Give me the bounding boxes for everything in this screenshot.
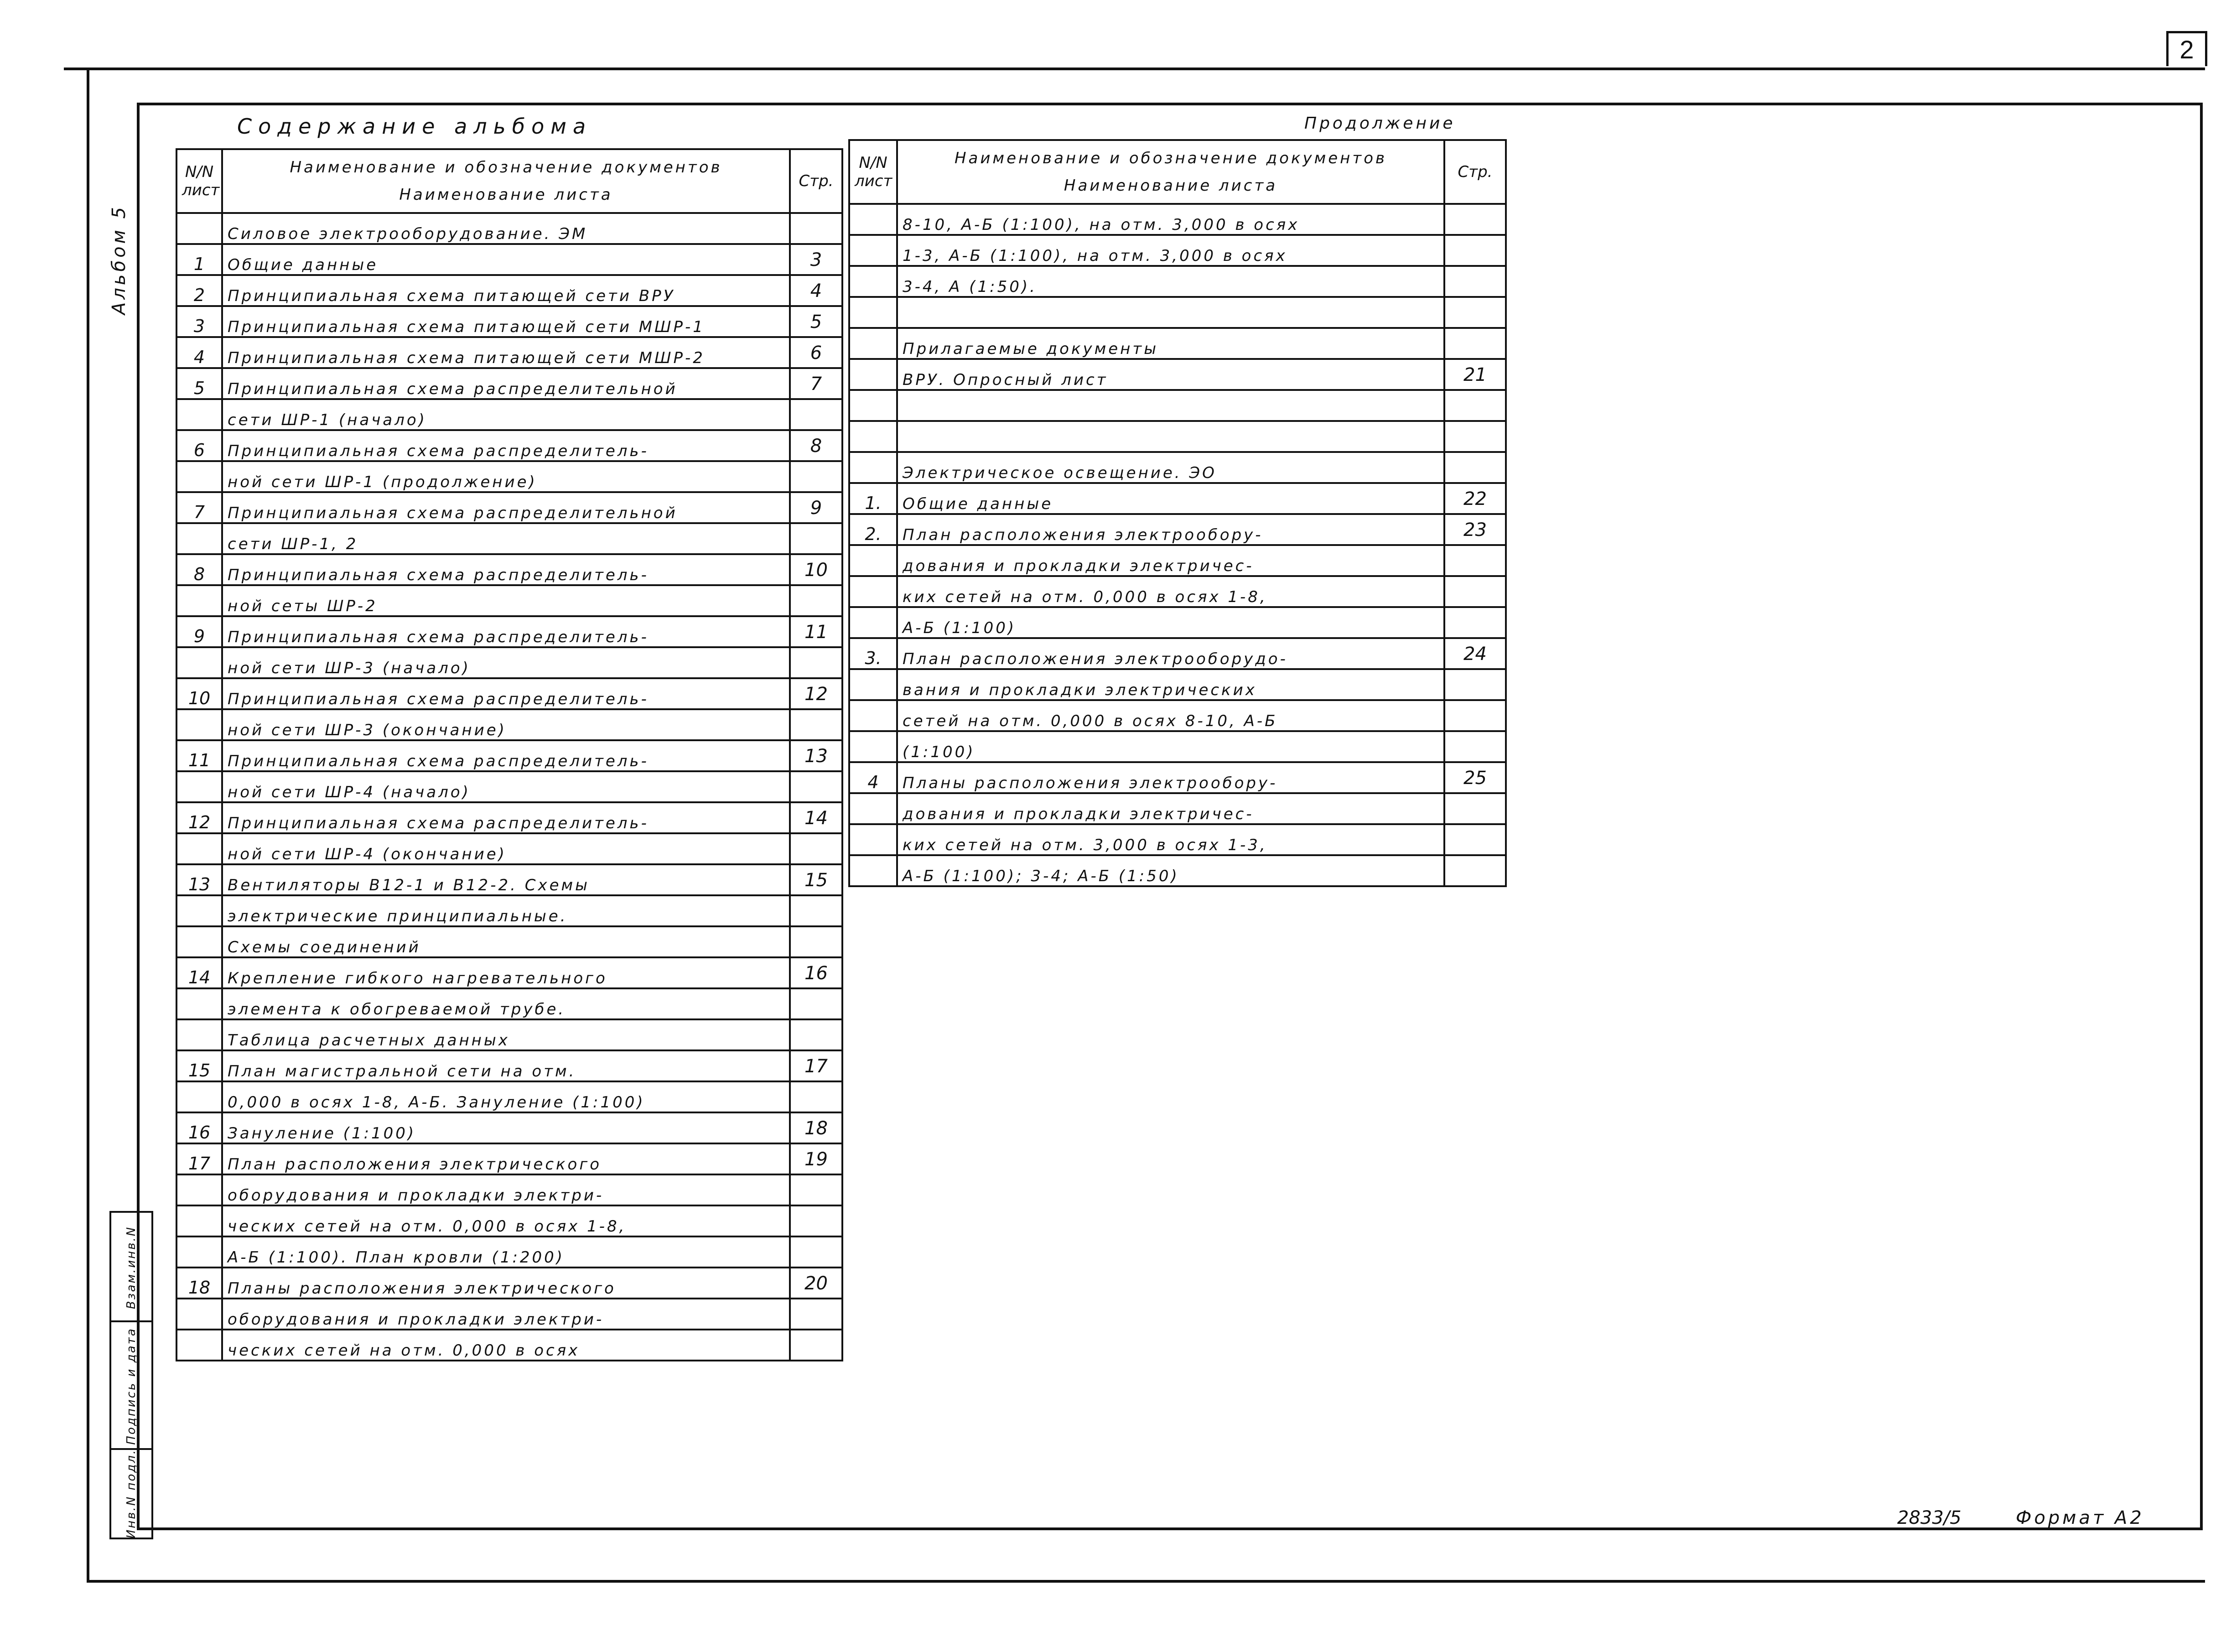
table-row — [176, 864, 842, 895]
row-num: 12 — [176, 802, 222, 833]
table-row — [176, 957, 842, 988]
table-row — [176, 833, 842, 864]
row-page: 5 — [790, 306, 842, 337]
table-row — [176, 1112, 842, 1143]
row-name: А-Б (1:100); 3-4; А-Б (1:50) — [897, 855, 1444, 886]
row-num — [849, 297, 897, 328]
row-name: 8-10, А-Б (1:100), на отм. 3,000 в осях — [897, 204, 1444, 235]
row-num — [849, 824, 897, 855]
row-name: 3-4, А (1:50). — [897, 266, 1444, 297]
row-page: 10 — [790, 554, 842, 585]
row-page — [790, 1330, 842, 1361]
header-num: N/N лист — [849, 140, 897, 204]
row-num: 2. — [849, 514, 897, 545]
row-num — [849, 390, 897, 421]
row-num: 18 — [176, 1268, 222, 1299]
row-num — [176, 523, 222, 554]
row-num — [176, 1081, 222, 1112]
row-name: Электрическое освещение. ЭО — [897, 452, 1444, 483]
row-name — [897, 297, 1444, 328]
row-name: сетей на отм. 0,000 в осях 8-10, А-Б — [897, 700, 1444, 731]
row-num — [176, 213, 222, 244]
table-row — [849, 855, 1506, 886]
row-num: 4 — [849, 762, 897, 793]
row-page — [790, 926, 842, 957]
table-row — [176, 647, 842, 678]
row-num: 14 — [176, 957, 222, 988]
row-name — [897, 421, 1444, 452]
row-name: ких сетей на отм. 3,000 в осях 1-3, — [897, 824, 1444, 855]
row-page — [790, 647, 842, 678]
row-num — [176, 1205, 222, 1236]
row-num: 6 — [176, 430, 222, 461]
row-num — [849, 731, 897, 762]
table-row — [176, 213, 842, 244]
row-page — [790, 833, 842, 864]
row-num: 16 — [176, 1112, 222, 1143]
table-row — [176, 554, 842, 585]
row-name: Принципиальная схема распределительной — [222, 492, 790, 523]
row-num — [849, 421, 897, 452]
row-name: ной сети ШР-1 (продолжение) — [222, 461, 790, 492]
row-name: ной сети ШР-3 (начало) — [222, 647, 790, 678]
row-page — [1444, 390, 1506, 421]
row-page — [790, 1174, 842, 1205]
row-num — [849, 545, 897, 576]
stamp-sign-date: Подпись и дата — [125, 1327, 138, 1445]
row-name: ческих сетей на отм. 0,000 в осях — [222, 1330, 790, 1361]
row-num — [849, 669, 897, 700]
document-title: Содержание альбома — [237, 114, 592, 139]
row-page — [790, 213, 842, 244]
row-num — [176, 1236, 222, 1268]
row-page: 9 — [790, 492, 842, 523]
row-name: Принципиальная схема распределитель- — [222, 554, 790, 585]
row-name: 1-3, А-Б (1:100), на отм. 3,000 в осях — [897, 235, 1444, 266]
row-page — [1444, 855, 1506, 886]
row-page: 13 — [790, 740, 842, 771]
row-page: 7 — [790, 368, 842, 399]
row-page — [1444, 204, 1506, 235]
row-num: 8 — [176, 554, 222, 585]
row-name: Зануление (1:100) — [222, 1112, 790, 1143]
stamp-cell-sign — [111, 1322, 151, 1450]
row-page — [790, 1019, 842, 1050]
table-row — [176, 802, 842, 833]
table-row — [849, 483, 1506, 514]
row-name: План расположения электрообору- — [897, 514, 1444, 545]
row-num: 1. — [849, 483, 897, 514]
row-page: 12 — [790, 678, 842, 709]
row-num: 9 — [176, 616, 222, 647]
table-row — [176, 1019, 842, 1050]
table-row — [176, 771, 842, 802]
row-page — [790, 771, 842, 802]
stamp-inv-replace: Взам.инв.N — [125, 1226, 138, 1309]
row-page — [1444, 421, 1506, 452]
row-num — [849, 576, 897, 607]
row-name: электрические принципиальные. — [222, 895, 790, 926]
row-page — [1444, 607, 1506, 638]
row-num — [176, 895, 222, 926]
row-page — [1444, 669, 1506, 700]
row-page — [1444, 545, 1506, 576]
row-num — [849, 359, 897, 390]
table-row — [849, 731, 1506, 762]
table-row — [849, 545, 1506, 576]
row-page: 19 — [790, 1143, 842, 1174]
row-num — [849, 452, 897, 483]
row-name: (1:100) — [897, 731, 1444, 762]
row-name: дования и прокладки электричес- — [897, 545, 1444, 576]
row-num — [849, 700, 897, 731]
row-name: элемента к обогреваемой трубе. — [222, 988, 790, 1019]
header-name-line2: Наименование листа — [1064, 177, 1278, 195]
row-name: 0,000 в осях 1-8, А-Б. Зануление (1:100) — [222, 1081, 790, 1112]
row-num: 11 — [176, 740, 222, 771]
table-row — [176, 430, 842, 461]
header-page: Стр. — [1444, 140, 1506, 204]
row-num — [176, 988, 222, 1019]
row-name: сети ШР-1, 2 — [222, 523, 790, 554]
continuation-label: Продолжение — [1304, 114, 1456, 133]
row-name: вания и прокладки электрических — [897, 669, 1444, 700]
row-page — [1444, 824, 1506, 855]
row-name: Общие данные — [897, 483, 1444, 514]
row-name: ких сетей на отм. 0,000 в осях 1-8, — [897, 576, 1444, 607]
table-row — [176, 1143, 842, 1174]
row-name: оборудования и прокладки электри- — [222, 1299, 790, 1330]
row-num — [849, 266, 897, 297]
table-row — [849, 669, 1506, 700]
table-row — [176, 988, 842, 1019]
table-row — [849, 359, 1506, 390]
contents-table-left — [176, 148, 843, 1361]
row-name: Принципиальная схема распределитель- — [222, 430, 790, 461]
approval-stamp — [109, 1211, 153, 1539]
table-row — [176, 399, 842, 430]
table-row — [176, 492, 842, 523]
row-page: 21 — [1444, 359, 1506, 390]
row-name: ной сеты ШР-2 — [222, 585, 790, 616]
row-num: 10 — [176, 678, 222, 709]
right-table-body — [849, 204, 1506, 886]
row-page — [1444, 328, 1506, 359]
row-page: 14 — [790, 802, 842, 833]
row-num — [176, 585, 222, 616]
table-row — [176, 244, 842, 275]
row-page: 20 — [790, 1268, 842, 1299]
header-page: Стр. — [790, 149, 842, 213]
row-page: 3 — [790, 244, 842, 275]
row-name: дования и прокладки электричес- — [897, 793, 1444, 824]
table-row — [849, 390, 1506, 421]
row-name: Принципиальная схема распределительной — [222, 368, 790, 399]
row-page — [790, 399, 842, 430]
row-name: ной сети ШР-4 (окончание) — [222, 833, 790, 864]
row-page: 22 — [1444, 483, 1506, 514]
header-name-line1: Наименование и обозначение документов — [954, 149, 1387, 167]
row-num — [176, 1019, 222, 1050]
row-num: 4 — [176, 337, 222, 368]
row-page — [790, 523, 842, 554]
table-row — [176, 1081, 842, 1112]
row-num: 13 — [176, 864, 222, 895]
row-num — [176, 771, 222, 802]
table-row — [849, 700, 1506, 731]
row-page: 23 — [1444, 514, 1506, 545]
row-num — [849, 235, 897, 266]
row-name: Принципиальная схема распределитель- — [222, 740, 790, 771]
table-row — [176, 306, 842, 337]
table-row — [176, 1050, 842, 1081]
table-row — [849, 266, 1506, 297]
table-row — [849, 638, 1506, 669]
sheet-number: 2 — [2166, 31, 2207, 66]
row-name: Принципиальная схема распределитель- — [222, 802, 790, 833]
sheet-format: Формат А2 — [2016, 1507, 2144, 1528]
row-name: Принципиальная схема распределитель- — [222, 616, 790, 647]
table-row — [176, 740, 842, 771]
row-num — [176, 1174, 222, 1205]
row-num — [176, 833, 222, 864]
row-page: 4 — [790, 275, 842, 306]
row-num — [176, 647, 222, 678]
album-label: Альбом 5 — [109, 204, 130, 315]
table-header-row — [849, 140, 1506, 204]
row-page — [1444, 576, 1506, 607]
stamp-inv-orig: Инв.N подл. — [125, 1449, 138, 1539]
row-num — [176, 399, 222, 430]
row-num: 15 — [176, 1050, 222, 1081]
row-num: 3 — [176, 306, 222, 337]
row-page: 6 — [790, 337, 842, 368]
document-code: 2833/5 — [1897, 1507, 1961, 1528]
row-num: 3. — [849, 638, 897, 669]
row-name — [897, 390, 1444, 421]
table-row — [176, 523, 842, 554]
table-row — [849, 824, 1506, 855]
row-page — [1444, 452, 1506, 483]
row-num: 2 — [176, 275, 222, 306]
row-page: 15 — [790, 864, 842, 895]
row-num — [849, 855, 897, 886]
row-num: 1 — [176, 244, 222, 275]
table-row — [176, 926, 842, 957]
row-page — [790, 709, 842, 740]
row-name: Вентиляторы В12-1 и В12-2. Схемы — [222, 864, 790, 895]
row-num — [176, 926, 222, 957]
row-name: Общие данные — [222, 244, 790, 275]
row-name: А-Б (1:100). План кровли (1:200) — [222, 1236, 790, 1268]
row-page — [1444, 297, 1506, 328]
row-page — [790, 585, 842, 616]
table-row — [176, 275, 842, 306]
row-page — [1444, 793, 1506, 824]
table-row — [849, 297, 1506, 328]
row-page — [1444, 700, 1506, 731]
row-name: Принципиальная схема питающей сети ВРУ — [222, 275, 790, 306]
header-name — [897, 140, 1444, 204]
row-page — [1444, 731, 1506, 762]
row-page — [790, 461, 842, 492]
row-name: ВРУ. Опросный лист — [897, 359, 1444, 390]
row-name: План расположения электрооборудо- — [897, 638, 1444, 669]
table-row — [176, 709, 842, 740]
row-page — [790, 1236, 842, 1268]
row-name: Планы расположения электрообору- — [897, 762, 1444, 793]
table-row — [849, 793, 1506, 824]
row-page: 16 — [790, 957, 842, 988]
row-name: Принципиальная схема распределитель- — [222, 678, 790, 709]
contents-table-right — [848, 139, 1507, 887]
row-num: 17 — [176, 1143, 222, 1174]
row-page — [790, 1205, 842, 1236]
table-row — [176, 461, 842, 492]
table-row — [849, 576, 1506, 607]
row-num — [176, 709, 222, 740]
row-page: 18 — [790, 1112, 842, 1143]
row-num: 5 — [176, 368, 222, 399]
row-name: ческих сетей на отм. 0,000 в осях 1-8, — [222, 1205, 790, 1236]
row-num — [849, 328, 897, 359]
row-name: Таблица расчетных данных — [222, 1019, 790, 1050]
table-row — [176, 1330, 842, 1361]
row-page — [790, 1081, 842, 1112]
row-page: 24 — [1444, 638, 1506, 669]
header-name-line1: Наименование и обозначение документов — [290, 158, 722, 177]
row-num — [849, 607, 897, 638]
table-row — [176, 1236, 842, 1268]
table-row — [176, 1299, 842, 1330]
table-row — [849, 452, 1506, 483]
table-row — [849, 762, 1506, 793]
table-row — [849, 514, 1506, 545]
row-name: ной сети ШР-3 (окончание) — [222, 709, 790, 740]
stamp-cell-replace — [111, 1213, 151, 1322]
table-row — [849, 204, 1506, 235]
row-page: 8 — [790, 430, 842, 461]
row-num — [176, 1299, 222, 1330]
table-row — [176, 616, 842, 647]
row-name: План расположения электрического — [222, 1143, 790, 1174]
row-name: Принципиальная схема питающей сети МШР-1 — [222, 306, 790, 337]
row-name: Крепление гибкого нагревательного — [222, 957, 790, 988]
table-row — [176, 337, 842, 368]
row-num — [176, 1330, 222, 1361]
table-row — [176, 585, 842, 616]
table-row — [176, 1268, 842, 1299]
row-num: 7 — [176, 492, 222, 523]
row-num — [849, 793, 897, 824]
row-name: Силовое электрооборудование. ЭМ — [222, 213, 790, 244]
row-page — [1444, 235, 1506, 266]
row-num — [849, 204, 897, 235]
table-row — [176, 1174, 842, 1205]
table-row — [849, 235, 1506, 266]
row-page — [1444, 266, 1506, 297]
table-row — [176, 895, 842, 926]
table-row — [176, 368, 842, 399]
left-table-body — [176, 213, 842, 1361]
row-page — [790, 1299, 842, 1330]
table-row — [176, 678, 842, 709]
row-name: Схемы соединений — [222, 926, 790, 957]
row-name: А-Б (1:100) — [897, 607, 1444, 638]
row-page: 25 — [1444, 762, 1506, 793]
table-row — [849, 328, 1506, 359]
header-name-line2: Наименование листа — [399, 186, 613, 204]
row-page — [790, 895, 842, 926]
table-header-row — [176, 149, 842, 213]
row-num — [176, 461, 222, 492]
row-page: 17 — [790, 1050, 842, 1081]
row-name: оборудования и прокладки электри- — [222, 1174, 790, 1205]
table-row — [849, 421, 1506, 452]
row-name: ной сети ШР-4 (начало) — [222, 771, 790, 802]
row-name: Принципиальная схема питающей сети МШР-2 — [222, 337, 790, 368]
stamp-cell-orig — [111, 1450, 151, 1538]
header-num: N/N лист — [176, 149, 222, 213]
table-row — [176, 1205, 842, 1236]
table-row — [849, 607, 1506, 638]
row-name: План магистральной сети на отм. — [222, 1050, 790, 1081]
header-name — [222, 149, 790, 213]
row-page — [790, 988, 842, 1019]
row-page: 11 — [790, 616, 842, 647]
row-name: сети ШР-1 (начало) — [222, 399, 790, 430]
row-name: Планы расположения электрического — [222, 1268, 790, 1299]
row-name: Прилагаемые документы — [897, 328, 1444, 359]
